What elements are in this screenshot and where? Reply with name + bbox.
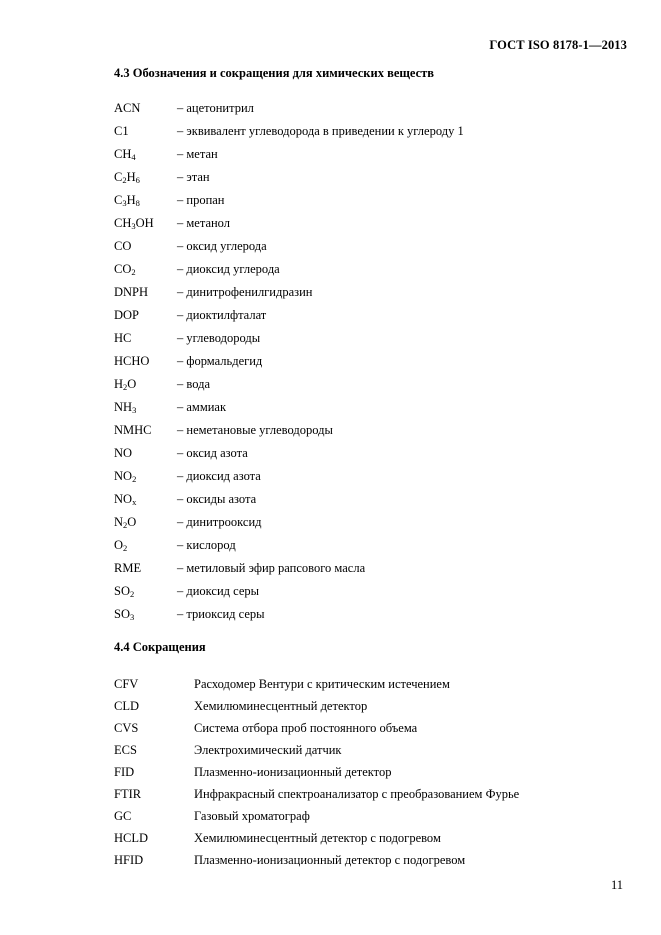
term-text: O: [127, 515, 137, 529]
list-item: [114, 720, 519, 742]
chemical-term: [114, 468, 177, 485]
term-subscript: 2: [132, 474, 137, 484]
term-text: DOP: [114, 308, 140, 322]
list-item: [114, 284, 464, 307]
abbreviation-term: CVS: [114, 721, 139, 735]
term-text: CO: [114, 262, 132, 276]
document-header: ГОСТ ISO 8178-1—2013: [489, 38, 627, 52]
term-text: NO: [114, 469, 133, 483]
term-text: SO: [114, 584, 130, 598]
term-definition: – формальдегид: [177, 354, 263, 368]
term-definition: – динитрофенилгидразин: [177, 285, 313, 299]
term-definition: – динитрооксид: [177, 515, 262, 529]
list-item: [114, 560, 464, 583]
chemical-term: [114, 146, 177, 163]
chemical-term: [114, 445, 177, 462]
term-subscript: 6: [135, 175, 140, 185]
term-subscript: 2: [122, 175, 127, 185]
term-text: O: [127, 377, 137, 391]
term-definition: – пропан: [177, 193, 225, 207]
term-definition: – метиловый эфир рапсового масла: [177, 561, 366, 575]
term-subscript: 2: [131, 267, 136, 277]
term-text: H: [114, 377, 124, 391]
term-text: ACN: [114, 101, 141, 115]
term-text: NO: [114, 492, 133, 506]
chemical-term: [114, 261, 177, 278]
chemical-term: [114, 606, 177, 623]
abbreviation-term: HCLD: [114, 831, 149, 845]
term-text: DNPH: [114, 285, 149, 299]
term-subscript: 4: [131, 152, 136, 162]
list-item: [114, 676, 519, 698]
list-item: [114, 742, 519, 764]
chemical-term: [114, 353, 177, 370]
chemical-term: [114, 537, 177, 554]
abbreviation-definition: Газовый хроматограф: [194, 809, 310, 823]
term-text: SO: [114, 607, 130, 621]
term-text: H: [126, 193, 136, 207]
chemical-term: [114, 192, 177, 209]
chemical-abbreviations-list: [114, 100, 464, 629]
term-text: H: [126, 170, 136, 184]
term-text: HCHO: [114, 354, 150, 368]
term-subscript: 3: [132, 405, 137, 415]
term-text: NO: [114, 446, 133, 460]
abbreviations-list: [114, 676, 519, 874]
abbreviation-definition: Плазменно-ионизационный детектор: [194, 765, 392, 779]
abbreviation-definition: Плазменно-ионизационный детектор с подогревом: [194, 853, 466, 867]
list-item: [114, 169, 464, 192]
term-subscript: 8: [135, 198, 140, 208]
list-item: [114, 514, 464, 537]
list-item: [114, 808, 519, 830]
list-item: [114, 606, 464, 629]
term-definition: – диоксид азота: [177, 469, 261, 483]
chemical-term: [114, 560, 177, 577]
list-item: [114, 215, 464, 238]
term-definition: – диоксид углерода: [177, 262, 280, 276]
term-text: CO: [114, 239, 132, 253]
chemical-term: [114, 238, 177, 255]
list-item: [114, 123, 464, 146]
list-item: [114, 376, 464, 399]
term-text: C1: [114, 124, 129, 138]
chemical-term: [114, 307, 177, 324]
term-text: CH: [114, 147, 132, 161]
term-subscript: 2: [129, 589, 135, 599]
term-text: O: [114, 538, 124, 552]
term-subscript: 2: [123, 520, 128, 530]
term-text: NMHC: [114, 423, 152, 437]
chemical-term: [114, 215, 177, 232]
chemical-term: [114, 422, 177, 439]
chemical-term: [114, 583, 177, 600]
page-number: 11: [610, 878, 623, 892]
abbreviation-definition: Система отбора проб постоянного объема: [194, 721, 418, 735]
chemical-term: [114, 514, 177, 531]
term-text: C: [114, 170, 123, 184]
abbreviation-definition: Хемилюминесцентный детектор с подогревом: [194, 831, 441, 845]
term-text: C: [114, 193, 123, 207]
abbreviation-definition: Хемилюминесцентный детектор: [194, 699, 368, 713]
list-item: [114, 192, 464, 215]
abbreviation-term: CFV: [114, 677, 139, 691]
term-subscript: 2: [123, 382, 128, 392]
abbreviation-definition: Инфракрасный спектроанализатор с преобразованием Фурье: [194, 787, 520, 801]
list-item: [114, 422, 464, 445]
term-definition: – оксид углерода: [177, 239, 267, 253]
list-item: [114, 238, 464, 261]
term-definition: – триоксид серы: [177, 607, 265, 621]
term-definition: – этан: [177, 170, 210, 184]
term-subscript: 3: [131, 221, 136, 231]
list-item: [114, 445, 464, 468]
chemical-term: [114, 100, 177, 117]
term-text: NH: [114, 400, 133, 414]
term-definition: – метанол: [177, 216, 231, 230]
term-definition: – углеводороды: [177, 331, 261, 345]
term-definition: – аммиак: [177, 400, 227, 414]
abbreviation-definition: Расходомер Вентури с критическим истечением: [194, 677, 450, 691]
chemical-term: [114, 123, 177, 140]
term-subscript: x: [132, 497, 137, 507]
section-heading-4-4: 4.4 Сокращения: [114, 640, 206, 654]
chemical-term: [114, 169, 177, 186]
list-item: [114, 537, 464, 560]
list-item: [114, 261, 464, 284]
term-definition: – диоксид серы: [177, 584, 260, 598]
term-subscript: 3: [122, 198, 127, 208]
term-definition: – оксид азота: [177, 446, 248, 460]
term-text: RME: [114, 561, 142, 575]
list-item: [114, 330, 464, 353]
chemical-term: [114, 399, 177, 416]
term-subscript: 2: [123, 543, 128, 553]
chemical-term: [114, 491, 177, 508]
term-text: OH: [135, 216, 154, 230]
list-item: [114, 399, 464, 422]
abbreviation-term: CLD: [114, 699, 139, 713]
list-item: [114, 830, 519, 852]
list-item: [114, 491, 464, 514]
term-definition: – вода: [177, 377, 210, 391]
list-item: [114, 307, 464, 330]
list-item: [114, 786, 519, 808]
term-subscript: 3: [129, 612, 135, 622]
chemical-term: [114, 284, 177, 301]
term-definition: – неметановые углеводороды: [177, 423, 333, 437]
list-item: [114, 852, 519, 874]
list-item: [114, 583, 464, 606]
term-definition: – эквивалент углеводорода в приведении к углероду 1: [177, 124, 464, 138]
term-text: CH: [114, 216, 132, 230]
list-item: [114, 146, 464, 169]
list-item: [114, 468, 464, 491]
term-definition: – диоктилфталат: [177, 308, 267, 322]
chemical-term: [114, 330, 177, 347]
term-definition: – ацетонитрил: [177, 101, 254, 115]
term-text: N: [114, 515, 124, 529]
abbreviation-term: FTIR: [114, 787, 142, 801]
list-item: [114, 764, 519, 786]
abbreviation-term: FID: [114, 765, 135, 779]
term-text: HC: [114, 331, 132, 345]
abbreviation-definition: Электрохимический датчик: [194, 743, 342, 757]
abbreviation-term: GC: [114, 809, 132, 823]
term-definition: – метан: [177, 147, 218, 161]
term-definition: – оксиды азота: [177, 492, 257, 506]
abbreviation-term: ECS: [114, 743, 137, 757]
abbreviation-term: HFID: [114, 853, 144, 867]
section-heading-4-3: 4.3 Обозначения и сокращения для химических веществ: [114, 66, 435, 80]
chemical-term: [114, 376, 177, 393]
list-item: [114, 100, 464, 123]
term-definition: – кислород: [177, 538, 236, 552]
list-item: [114, 698, 519, 720]
list-item: [114, 353, 464, 376]
